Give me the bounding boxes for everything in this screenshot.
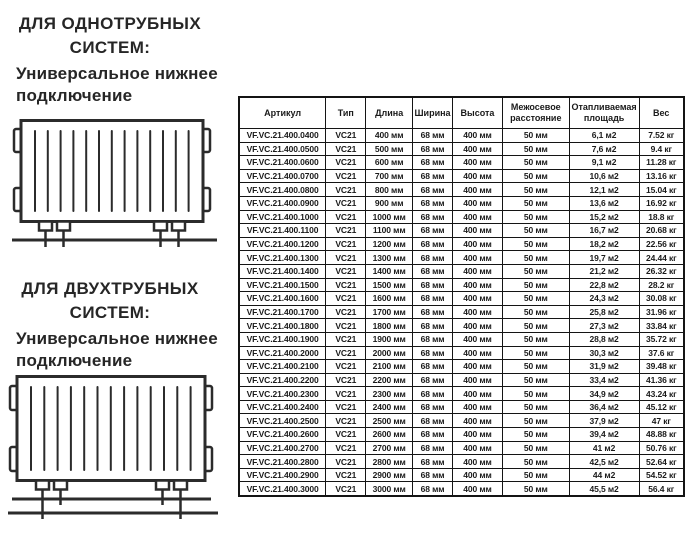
table-cell: 400 мм (453, 196, 503, 210)
table-cell: 400 мм (453, 319, 503, 333)
table-cell: VF.VC.21.400.1800 (239, 319, 326, 333)
left-panel (0, 0, 232, 535)
table-cell: 19,7 м2 (569, 251, 639, 265)
table-cell: VC21 (326, 319, 366, 333)
table-cell: VF.VC.21.400.2100 (239, 360, 326, 374)
table-cell: 2600 мм (366, 428, 413, 442)
table-cell: 68 мм (413, 346, 453, 360)
table-cell: VF.VC.21.400.1500 (239, 278, 326, 292)
table-cell: 2900 мм (366, 468, 413, 482)
table-cell: 24.44 кг (639, 251, 684, 265)
table-row (239, 346, 684, 360)
table-cell: 400 мм (453, 387, 503, 401)
column-header: Вес (639, 97, 684, 129)
table-cell: 600 мм (366, 156, 413, 170)
table-cell: 68 мм (413, 237, 453, 251)
table-row (239, 129, 684, 143)
table-cell: 50 мм (502, 414, 569, 428)
two-pipe-subtitle: Универсальное нижнее подключение (16, 329, 218, 370)
table-cell: 500 мм (366, 142, 413, 156)
table-cell: 16.92 кг (639, 196, 684, 210)
table-cell: 400 мм (453, 142, 503, 156)
table-cell: 11.28 кг (639, 156, 684, 170)
table-row (239, 482, 684, 496)
table-cell: 50 мм (502, 292, 569, 306)
table-cell: 33,4 м2 (569, 373, 639, 387)
table-cell: 400 мм (453, 129, 503, 143)
table-cell: 700 мм (366, 169, 413, 183)
table-cell: 2700 мм (366, 441, 413, 455)
spec-table-header-row (239, 97, 684, 129)
table-cell: 39.48 кг (639, 360, 684, 374)
table-cell: 30,3 м2 (569, 346, 639, 360)
table-cell: 1400 мм (366, 264, 413, 278)
table-cell: 400 мм (453, 305, 503, 319)
table-cell: 1900 мм (366, 332, 413, 346)
table-cell: 31,9 м2 (569, 360, 639, 374)
table-cell: VF.VC.21.400.1100 (239, 224, 326, 238)
table-cell: VF.VC.21.400.1400 (239, 264, 326, 278)
table-cell: VF.VC.21.400.1600 (239, 292, 326, 306)
table-cell: 900 мм (366, 196, 413, 210)
table-cell: 50 мм (502, 196, 569, 210)
table-cell: 45,5 м2 (569, 482, 639, 496)
table-cell: VC21 (326, 414, 366, 428)
table-cell: VC21 (326, 210, 366, 224)
table-cell: 400 мм (453, 169, 503, 183)
table-cell: 27,3 м2 (569, 319, 639, 333)
table-cell: VC21 (326, 142, 366, 156)
table-cell: VC21 (326, 441, 366, 455)
table-row (239, 196, 684, 210)
table-cell: 28.2 кг (639, 278, 684, 292)
table-cell: 50 мм (502, 169, 569, 183)
table-row (239, 278, 684, 292)
table-cell: 2200 мм (366, 373, 413, 387)
table-cell: 10,6 м2 (569, 169, 639, 183)
table-cell: 68 мм (413, 224, 453, 238)
table-cell: VF.VC.21.400.0400 (239, 129, 326, 143)
table-cell: VC21 (326, 482, 366, 496)
table-cell: 16,7 м2 (569, 224, 639, 238)
table-cell: VC21 (326, 183, 366, 197)
table-cell: 35.72 кг (639, 332, 684, 346)
table-cell: 400 мм (453, 251, 503, 265)
table-cell: 2400 мм (366, 400, 413, 414)
table-cell: VF.VC.21.400.0900 (239, 196, 326, 210)
table-cell: 48.88 кг (639, 428, 684, 442)
table-cell: VC21 (326, 196, 366, 210)
table-cell: 52.64 кг (639, 455, 684, 469)
table-cell: 13.16 кг (639, 169, 684, 183)
table-cell: 68 мм (413, 210, 453, 224)
table-row (239, 237, 684, 251)
table-cell: VF.VC.21.400.3000 (239, 482, 326, 496)
table-cell: VF.VC.21.400.1000 (239, 210, 326, 224)
table-cell: VC21 (326, 169, 366, 183)
table-cell: 50 мм (502, 278, 569, 292)
single-pipe-subtitle: Универсальное нижнее подключение (16, 64, 218, 105)
table-cell: 43.24 кг (639, 387, 684, 401)
table-cell: VC21 (326, 129, 366, 143)
table-cell: 28,8 м2 (569, 332, 639, 346)
table-cell: 1200 мм (366, 237, 413, 251)
table-row (239, 156, 684, 170)
table-cell: VF.VC.21.400.2500 (239, 414, 326, 428)
table-cell: VC21 (326, 468, 366, 482)
table-cell: VF.VC.21.400.0500 (239, 142, 326, 156)
table-cell: 34,9 м2 (569, 387, 639, 401)
table-cell: 41 м2 (569, 441, 639, 455)
table-cell: 45.12 кг (639, 400, 684, 414)
table-cell: 50 мм (502, 482, 569, 496)
two-pipe-radiator-diagram (8, 372, 218, 522)
table-cell: VC21 (326, 360, 366, 374)
table-cell: 50 мм (502, 264, 569, 278)
table-cell: 36,4 м2 (569, 400, 639, 414)
table-cell: 50 мм (502, 332, 569, 346)
table-cell: 56.4 кг (639, 482, 684, 496)
table-row (239, 400, 684, 414)
table-cell: 13,6 м2 (569, 196, 639, 210)
table-cell: 400 мм (453, 156, 503, 170)
table-cell: 50 мм (502, 360, 569, 374)
table-row (239, 305, 684, 319)
table-row (239, 441, 684, 455)
table-cell: 39,4 м2 (569, 428, 639, 442)
table-cell: 2300 мм (366, 387, 413, 401)
table-cell: 68 мм (413, 129, 453, 143)
table-cell: 1500 мм (366, 278, 413, 292)
table-cell: VC21 (326, 264, 366, 278)
table-cell: 50 мм (502, 142, 569, 156)
table-cell: 2500 мм (366, 414, 413, 428)
single-pipe-title: ДЛЯ ОДНОТРУБНЫХ СИСТЕМ: (18, 14, 202, 57)
table-cell: VC21 (326, 332, 366, 346)
table-cell: 68 мм (413, 183, 453, 197)
table-cell: 1300 мм (366, 251, 413, 265)
table-row (239, 360, 684, 374)
table-cell: 50 мм (502, 373, 569, 387)
column-header: Высота (453, 97, 503, 129)
table-cell: 20.68 кг (639, 224, 684, 238)
table-cell: VF.VC.21.400.2000 (239, 346, 326, 360)
table-cell: 68 мм (413, 278, 453, 292)
table-cell: 400 мм (453, 360, 503, 374)
table-cell: 24,3 м2 (569, 292, 639, 306)
single-pipe-radiator-diagram (12, 116, 217, 252)
table-cell: 7.52 кг (639, 129, 684, 143)
table-cell: 7,6 м2 (569, 142, 639, 156)
table-row (239, 264, 684, 278)
table-cell: 2800 мм (366, 455, 413, 469)
table-cell: 400 мм (453, 264, 503, 278)
table-cell: 1700 мм (366, 305, 413, 319)
table-cell: 68 мм (413, 251, 453, 265)
table-cell: 18.8 кг (639, 210, 684, 224)
table-row (239, 224, 684, 238)
table-cell: VF.VC.21.400.2800 (239, 455, 326, 469)
table-cell: 21,2 м2 (569, 264, 639, 278)
table-cell: 30.08 кг (639, 292, 684, 306)
table-cell: 50 мм (502, 129, 569, 143)
table-cell: 47 кг (639, 414, 684, 428)
table-cell: VF.VC.21.400.1700 (239, 305, 326, 319)
table-cell: 50 мм (502, 428, 569, 442)
table-cell: 68 мм (413, 196, 453, 210)
table-cell: 22,8 м2 (569, 278, 639, 292)
table-cell: 68 мм (413, 373, 453, 387)
table-cell: 50 мм (502, 183, 569, 197)
spec-table (238, 96, 685, 497)
table-cell: 68 мм (413, 468, 453, 482)
table-cell: 68 мм (413, 305, 453, 319)
table-cell: 50 мм (502, 210, 569, 224)
table-row (239, 319, 684, 333)
table-cell: 9.4 кг (639, 142, 684, 156)
table-cell: VF.VC.21.400.1900 (239, 332, 326, 346)
table-cell: 50 мм (502, 346, 569, 360)
table-cell: 68 мм (413, 169, 453, 183)
table-cell: 68 мм (413, 400, 453, 414)
table-cell: 68 мм (413, 455, 453, 469)
table-cell: 400 мм (453, 237, 503, 251)
table-cell: VF.VC.21.400.0700 (239, 169, 326, 183)
table-cell: VC21 (326, 346, 366, 360)
table-cell: VF.VC.21.400.0800 (239, 183, 326, 197)
table-row (239, 142, 684, 156)
table-cell: VC21 (326, 156, 366, 170)
table-row (239, 251, 684, 265)
table-cell: 400 мм (453, 414, 503, 428)
table-cell: VC21 (326, 400, 366, 414)
table-cell: 400 мм (453, 482, 503, 496)
table-cell: 2000 мм (366, 346, 413, 360)
column-header: Отапливаемая площадь (569, 97, 639, 129)
table-cell: 68 мм (413, 428, 453, 442)
table-cell: 68 мм (413, 319, 453, 333)
table-cell: 400 мм (453, 210, 503, 224)
table-cell: 50 мм (502, 441, 569, 455)
table-row (239, 210, 684, 224)
table-cell: VC21 (326, 305, 366, 319)
table-cell: 44 м2 (569, 468, 639, 482)
table-cell: 33.84 кг (639, 319, 684, 333)
table-cell: VF.VC.21.400.1200 (239, 237, 326, 251)
table-cell: 50 мм (502, 387, 569, 401)
table-cell: 400 мм (453, 292, 503, 306)
table-cell: 3000 мм (366, 482, 413, 496)
table-cell: VC21 (326, 278, 366, 292)
table-cell: 1600 мм (366, 292, 413, 306)
table-cell: 50 мм (502, 156, 569, 170)
table-cell: 400 мм (453, 224, 503, 238)
table-row (239, 455, 684, 469)
table-cell: VC21 (326, 237, 366, 251)
table-cell: 50 мм (502, 400, 569, 414)
table-cell: 6,1 м2 (569, 129, 639, 143)
table-row (239, 387, 684, 401)
column-header: Межосевое расстояние (502, 97, 569, 129)
two-pipe-title: ДЛЯ ДВУХТРУБНЫХ СИСТЕМ: (21, 279, 199, 322)
table-cell: 22.56 кг (639, 237, 684, 251)
table-cell: 400 мм (453, 278, 503, 292)
table-cell: 31.96 кг (639, 305, 684, 319)
table-cell: VC21 (326, 292, 366, 306)
table-cell: 68 мм (413, 482, 453, 496)
table-cell: 37,9 м2 (569, 414, 639, 428)
table-cell: 50.76 кг (639, 441, 684, 455)
table-cell: VC21 (326, 387, 366, 401)
spec-table-body (239, 129, 684, 497)
table-cell: 68 мм (413, 332, 453, 346)
table-cell: VF.VC.21.400.2900 (239, 468, 326, 482)
table-cell: VF.VC.21.400.0600 (239, 156, 326, 170)
table-cell: 50 мм (502, 237, 569, 251)
table-cell: 68 мм (413, 387, 453, 401)
table-cell: 37.6 кг (639, 346, 684, 360)
table-cell: 68 мм (413, 441, 453, 455)
table-cell: 25,8 м2 (569, 305, 639, 319)
table-cell: 50 мм (502, 468, 569, 482)
table-cell: 400 мм (453, 373, 503, 387)
table-cell: 42,5 м2 (569, 455, 639, 469)
table-row (239, 332, 684, 346)
table-cell: 400 мм (453, 332, 503, 346)
table-cell: VF.VC.21.400.2400 (239, 400, 326, 414)
table-cell: 68 мм (413, 292, 453, 306)
table-cell: 50 мм (502, 305, 569, 319)
table-row (239, 183, 684, 197)
table-cell: VF.VC.21.400.2600 (239, 428, 326, 442)
table-row (239, 428, 684, 442)
table-cell: 1000 мм (366, 210, 413, 224)
table-row (239, 292, 684, 306)
table-cell: 68 мм (413, 156, 453, 170)
table-cell: 50 мм (502, 251, 569, 265)
table-cell: VC21 (326, 251, 366, 265)
table-cell: 15,2 м2 (569, 210, 639, 224)
table-cell: 400 мм (366, 129, 413, 143)
table-cell: 12,1 м2 (569, 183, 639, 197)
table-cell: 400 мм (453, 428, 503, 442)
table-cell: 15.04 кг (639, 183, 684, 197)
table-cell: VC21 (326, 455, 366, 469)
table-cell: 400 мм (453, 346, 503, 360)
table-cell: 68 мм (413, 264, 453, 278)
table-cell: 41.36 кг (639, 373, 684, 387)
table-cell: VC21 (326, 373, 366, 387)
table-cell: 400 мм (453, 468, 503, 482)
table-cell: 400 мм (453, 183, 503, 197)
table-cell: 18,2 м2 (569, 237, 639, 251)
table-cell: 50 мм (502, 319, 569, 333)
table-cell: 50 мм (502, 224, 569, 238)
table-cell: 400 мм (453, 455, 503, 469)
column-header: Ширина (413, 97, 453, 129)
table-cell: VF.VC.21.400.2200 (239, 373, 326, 387)
table-cell: 9,1 м2 (569, 156, 639, 170)
column-header: Артикул (239, 97, 326, 129)
table-cell: VF.VC.21.400.2300 (239, 387, 326, 401)
table-cell: VC21 (326, 428, 366, 442)
table-cell: 26.32 кг (639, 264, 684, 278)
table-row (239, 414, 684, 428)
column-header: Тип (326, 97, 366, 129)
table-cell: 400 мм (453, 400, 503, 414)
table-cell: 50 мм (502, 455, 569, 469)
table-row (239, 468, 684, 482)
table-row (239, 373, 684, 387)
table-cell: 400 мм (453, 441, 503, 455)
table-cell: VF.VC.21.400.1300 (239, 251, 326, 265)
column-header: Длина (366, 97, 413, 129)
table-cell: 68 мм (413, 360, 453, 374)
table-cell: 68 мм (413, 142, 453, 156)
table-cell: 1800 мм (366, 319, 413, 333)
table-cell: 2100 мм (366, 360, 413, 374)
table-cell: 1100 мм (366, 224, 413, 238)
table-cell: 800 мм (366, 183, 413, 197)
table-cell: 68 мм (413, 414, 453, 428)
table-cell: VF.VC.21.400.2700 (239, 441, 326, 455)
table-cell: VC21 (326, 224, 366, 238)
table-row (239, 169, 684, 183)
table-cell: 54.52 кг (639, 468, 684, 482)
